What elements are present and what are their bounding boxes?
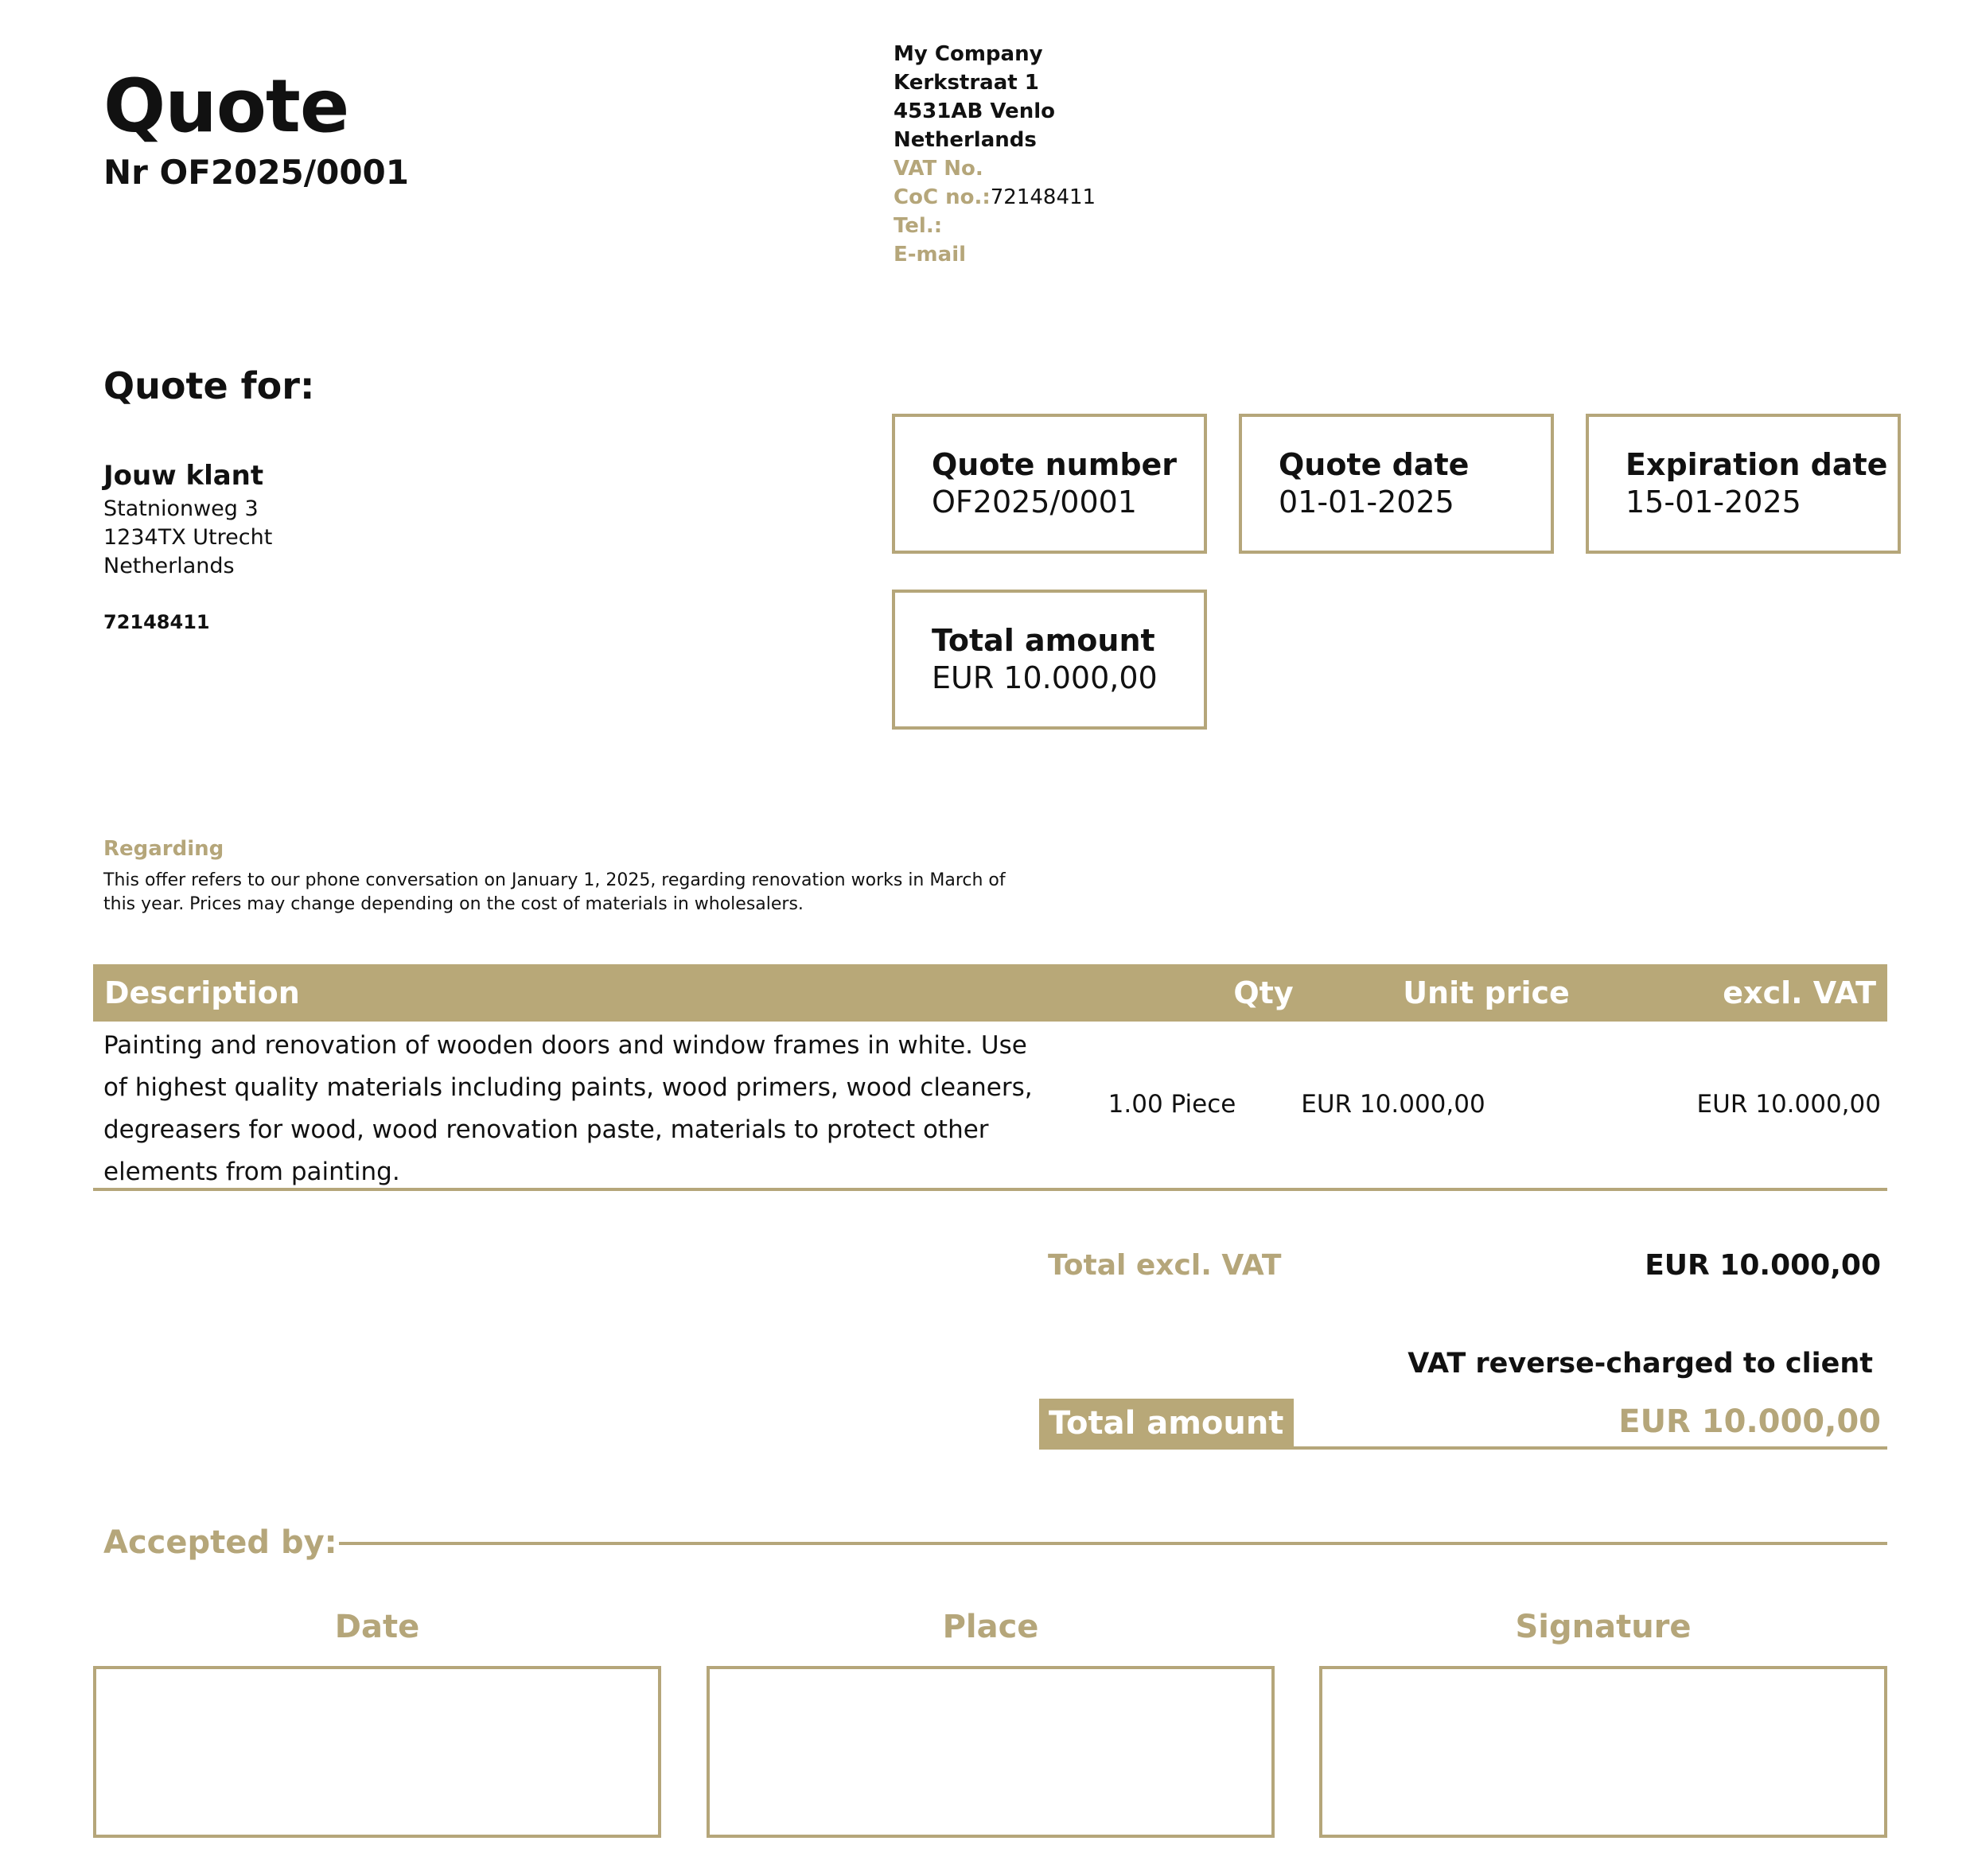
document-number: Nr OF2025/0001 — [103, 153, 410, 192]
company-tel-label: Tel.: — [894, 214, 943, 238]
quote-number-label: Quote number — [932, 447, 1178, 482]
date-field[interactable] — [93, 1666, 661, 1838]
row-unit-price: EUR 10.000,00 — [1301, 1090, 1485, 1119]
place-label: Place — [942, 1609, 1039, 1645]
date-label: Date — [334, 1609, 420, 1645]
client-name: Jouw klant — [103, 460, 264, 492]
total-amount-box-label: Total amount — [932, 623, 1155, 658]
signature-field[interactable] — [1319, 1666, 1887, 1838]
company-coc-label: CoC no.: — [894, 185, 991, 209]
table-header — [93, 964, 1887, 1022]
total-excl-vat-value: EUR 10.000,00 — [1645, 1249, 1881, 1282]
company-vat-label: VAT No. — [894, 157, 983, 181]
quote-number-value: OF2025/0001 — [932, 485, 1137, 520]
accepted-by-line — [339, 1542, 1887, 1545]
company-coc-value: 72148411 — [990, 185, 1096, 209]
total-excl-vat-label: Total excl. VAT — [1048, 1249, 1282, 1282]
row-description: Painting and renovation of wooden doors and window frames in white. Use of highest quality materials including paints, wood primers, wood cleaners, degreasers for wood, wood renovation paste, materials to protect other elements from painting. — [103, 1031, 1033, 1186]
place-field[interactable] — [707, 1666, 1275, 1838]
client-heading: Quote for: — [103, 364, 315, 407]
company-name: My Company — [894, 42, 1043, 66]
document-title: Quote — [103, 64, 349, 149]
company-street: Kerkstraat 1 — [894, 71, 1039, 95]
total-amount-box — [892, 590, 1207, 730]
regarding-label: Regarding — [103, 837, 224, 861]
quote-date-value: 01-01-2025 — [1279, 485, 1454, 520]
expiration-date-value: 15-01-2025 — [1626, 485, 1801, 520]
quote-date-label: Quote date — [1279, 447, 1470, 482]
client-street: Statnionweg 3 — [103, 496, 259, 521]
company-postal-city: 4531AB Venlo — [894, 99, 1055, 123]
total-amount-box-value: EUR 10.000,00 — [932, 660, 1158, 695]
total-amount-underline — [1294, 1446, 1887, 1450]
company-country: Netherlands — [894, 128, 1037, 152]
expiration-date-box — [1586, 414, 1901, 554]
vat-reverse-charge: VAT reverse-charged to client — [1407, 1348, 1873, 1380]
quote-date-box — [1239, 414, 1554, 554]
regarding-text: This offer refers to our phone conversation on January 1, 2025, regarding renovation works in March of this year. Prices may change depending on the cost of materials in wholesalers. — [103, 870, 1006, 914]
quote-number-box — [892, 414, 1207, 554]
accepted-by-label: Accepted by: — [103, 1524, 337, 1561]
expiration-date-label: Expiration date — [1626, 447, 1888, 482]
row-divider — [93, 1188, 1887, 1191]
header-description: Description — [104, 975, 300, 1010]
client-postal-city: 1234TX Utrecht — [103, 525, 273, 550]
header-unit-price: Unit price — [1403, 975, 1570, 1010]
row-excl-vat: EUR 10.000,00 — [1696, 1090, 1881, 1119]
client-country: Netherlands — [103, 554, 235, 578]
header-excl-vat: excl. VAT — [1723, 975, 1876, 1010]
signature-label: Signature — [1515, 1609, 1692, 1645]
client-details — [103, 457, 272, 636]
header-qty: Qty — [1233, 975, 1294, 1010]
company-details — [894, 40, 1096, 269]
total-amount-value: EUR 10.000,00 — [1618, 1403, 1881, 1440]
total-amount-label: Total amount — [1039, 1399, 1294, 1450]
company-email-label: E-mail — [894, 243, 967, 267]
client-coc: 72148411 — [103, 611, 210, 633]
row-qty: 1.00 Piece — [1108, 1090, 1236, 1119]
